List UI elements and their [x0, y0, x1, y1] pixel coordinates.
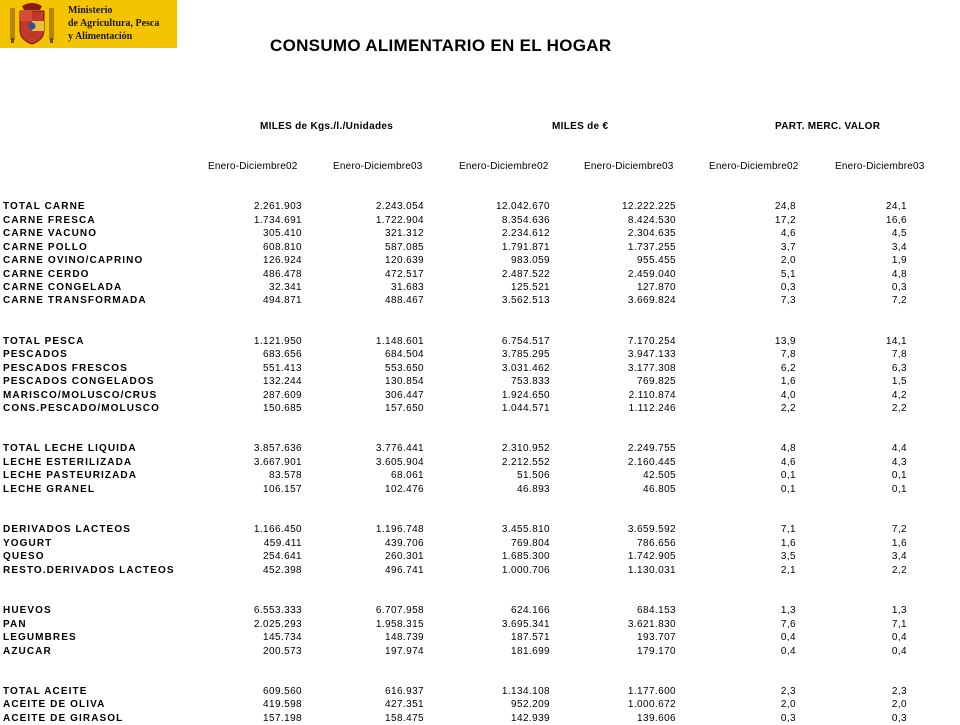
ministry-line: Ministerio: [68, 5, 113, 16]
row-value: 0,3: [891, 282, 907, 293]
row-value: 7,2: [891, 524, 907, 535]
row-value: 193.707: [637, 632, 676, 643]
row-value: 24,1: [885, 201, 907, 212]
table-row: [0, 469, 960, 482]
row-value: 683.656: [263, 349, 302, 360]
row-value: 419.598: [263, 699, 302, 710]
row-value: 439.706: [385, 538, 424, 549]
row-value: 4,8: [780, 443, 796, 454]
row-label: PESCADOS: [3, 349, 68, 360]
row-label: TOTAL PESCA: [3, 336, 85, 347]
row-label: HUEVOS: [3, 605, 52, 616]
row-value: 2.212.552: [501, 457, 550, 468]
row-value: 68.061: [391, 470, 424, 481]
row-value: 1.121.950: [253, 336, 302, 347]
row-value: 4,6: [780, 457, 796, 468]
row-value: 1.112.246: [628, 403, 676, 414]
ministry-logo: [0, 0, 177, 48]
row-value: 12.222.225: [621, 201, 676, 212]
row-value: 2.249.755: [627, 443, 676, 454]
row-value: 3.785.295: [501, 349, 550, 360]
row-value: 1.734.691: [253, 215, 302, 226]
row-value: 24,8: [774, 201, 796, 212]
row-value: 4,0: [780, 390, 796, 401]
table-row: [0, 618, 960, 631]
row-value: 2,0: [780, 699, 796, 710]
row-value: 7,8: [891, 349, 907, 360]
row-value: 3,4: [891, 551, 907, 562]
row-value: 158.475: [385, 713, 424, 724]
row-value: 127.870: [637, 282, 676, 293]
row-value: 2,3: [780, 686, 796, 697]
row-value: 0,3: [780, 282, 796, 293]
row-value: 305.410: [263, 228, 302, 239]
row-value: 486.478: [263, 269, 302, 280]
row-value: 3.621.830: [627, 619, 676, 630]
table-row: [0, 268, 960, 281]
row-value: 51.506: [517, 470, 550, 481]
table-row: [0, 362, 960, 375]
row-value: 786.656: [637, 538, 676, 549]
row-value: 1.148.601: [375, 336, 424, 347]
row-value: 0,4: [780, 646, 796, 657]
row-value: 2.261.903: [253, 201, 302, 212]
table-row: [0, 227, 960, 240]
row-value: 150.685: [263, 403, 302, 414]
row-value: 2.487.522: [501, 269, 550, 280]
row-value: 7,6: [780, 619, 796, 630]
table-row: [0, 335, 960, 348]
row-label: ACEITE DE OLIVA: [3, 699, 106, 710]
row-value: 452.398: [263, 565, 302, 576]
row-value: 2.234.612: [501, 228, 550, 239]
row-label: ACEITE DE GIRASOL: [3, 713, 124, 724]
row-value: 4,6: [780, 228, 796, 239]
row-value: 3,5: [780, 551, 796, 562]
row-value: 2,1: [780, 565, 796, 576]
row-value: 3.695.341: [501, 619, 550, 630]
row-value: 472.517: [385, 269, 424, 280]
period-header: Enero-Diciembre03: [333, 161, 423, 172]
row-value: 2,0: [891, 699, 907, 710]
row-value: 459.411: [263, 538, 302, 549]
row-label: TOTAL CARNE: [3, 201, 86, 212]
period-header: Enero-Diciembre02: [709, 161, 799, 172]
row-value: 142.939: [511, 713, 550, 724]
table-row: [0, 537, 960, 550]
row-value: 0,1: [891, 470, 907, 481]
row-value: 684.504: [385, 349, 424, 360]
row-label: TOTAL LECHE LIQUIDA: [3, 443, 137, 454]
row-value: 17,2: [774, 215, 796, 226]
row-value: 684.153: [637, 605, 676, 616]
row-value: 3.031.462: [501, 363, 550, 374]
row-value: 12.042.670: [495, 201, 550, 212]
row-value: 2.243.054: [375, 201, 424, 212]
row-value: 955.455: [637, 255, 676, 266]
table-row: [0, 348, 960, 361]
table-row: [0, 698, 960, 711]
row-label: CARNE FRESCA: [3, 215, 96, 226]
row-label: PESCADOS CONGELADOS: [3, 376, 155, 387]
row-value: 260.301: [385, 551, 424, 562]
row-label: QUESO: [3, 551, 45, 562]
row-value: 3.605.904: [375, 457, 424, 468]
period-header: Enero-Diciembre03: [835, 161, 925, 172]
row-value: 3.776.441: [375, 443, 424, 454]
table-row: [0, 402, 960, 415]
row-value: 306.447: [385, 390, 424, 401]
table-row: [0, 456, 960, 469]
row-label: LECHE PASTEURIZADA: [3, 470, 138, 481]
row-value: 1,6: [891, 538, 907, 549]
row-value: 1,6: [780, 376, 796, 387]
row-value: 2.310.952: [501, 443, 550, 454]
table-row: [0, 483, 960, 496]
row-value: 769.825: [637, 376, 676, 387]
row-value: 6.707.958: [375, 605, 424, 616]
row-label: PESCADOS FRESCOS: [3, 363, 128, 374]
row-label: CARNE CONGELADA: [3, 282, 123, 293]
row-value: 551.413: [263, 363, 302, 374]
row-value: 8.424.530: [627, 215, 676, 226]
row-value: 2,3: [891, 686, 907, 697]
row-label: MARISCO/MOLUSCO/CRUS: [3, 390, 158, 401]
row-value: 7,1: [891, 619, 907, 630]
row-value: 4,2: [891, 390, 907, 401]
row-value: 83.578: [269, 470, 302, 481]
row-value: 46.805: [643, 484, 676, 495]
row-value: 769.804: [511, 538, 550, 549]
row-value: 3.669.824: [627, 295, 676, 306]
period-header: Enero-Diciembre03: [584, 161, 674, 172]
row-label: PAN: [3, 619, 27, 630]
table-row: [0, 685, 960, 698]
row-value: 1.177.600: [627, 686, 676, 697]
row-value: 2.160.445: [627, 457, 676, 468]
row-value: 1.742.905: [627, 551, 676, 562]
table-row: [0, 375, 960, 388]
row-label: CONS.PESCADO/MOLUSCO: [3, 403, 161, 414]
row-value: 3.857.636: [253, 443, 302, 454]
row-value: 1.924.650: [501, 390, 550, 401]
row-value: 0,4: [780, 632, 796, 643]
row-value: 139.606: [637, 713, 676, 724]
page-title: CONSUMO ALIMENTARIO EN EL HOGAR: [270, 36, 612, 55]
row-value: 3.177.308: [627, 363, 676, 374]
row-value: 1.685.300: [501, 551, 550, 562]
row-value: 4,8: [891, 269, 907, 280]
row-value: 2.459.040: [627, 269, 676, 280]
row-label: CARNE OVINO/CAPRINO: [3, 255, 144, 266]
row-value: 2.110.874: [628, 390, 676, 401]
row-value: 7.170.254: [627, 336, 676, 347]
row-value: 494.871: [263, 295, 302, 306]
row-value: 3,7: [780, 242, 796, 253]
row-value: 0,1: [891, 484, 907, 495]
row-label: TOTAL ACEITE: [3, 686, 88, 697]
row-value: 254.641: [263, 551, 302, 562]
row-value: 42.505: [643, 470, 676, 481]
group-header-value: MILES de €: [552, 121, 609, 132]
row-value: 0,3: [780, 713, 796, 724]
row-value: 608.810: [263, 242, 302, 253]
row-value: 7,1: [780, 524, 796, 535]
row-value: 179.170: [637, 646, 676, 657]
row-value: 120.639: [385, 255, 424, 266]
row-value: 6.553.333: [253, 605, 302, 616]
row-value: 488.467: [385, 295, 424, 306]
row-value: 1.134.108: [501, 686, 550, 697]
row-label: DERIVADOS LACTEOS: [3, 524, 131, 535]
row-value: 0,4: [891, 632, 907, 643]
row-value: 132.244: [263, 376, 302, 387]
row-value: 2.304.635: [627, 228, 676, 239]
table-row: [0, 442, 960, 455]
table-row: [0, 523, 960, 536]
table-row: [0, 389, 960, 402]
row-value: 3.659.592: [627, 524, 676, 535]
row-value: 32.341: [269, 282, 302, 293]
row-value: 31.683: [391, 282, 424, 293]
row-value: 102.476: [385, 484, 424, 495]
row-label: LECHE GRANEL: [3, 484, 96, 495]
row-value: 1,3: [780, 605, 796, 616]
row-value: 46.893: [517, 484, 550, 495]
row-value: 2,0: [780, 255, 796, 266]
row-value: 1,9: [891, 255, 907, 266]
row-value: 3.947.133: [627, 349, 676, 360]
row-value: 6,3: [891, 363, 907, 374]
row-value: 616.937: [385, 686, 424, 697]
row-value: 16,6: [885, 215, 907, 226]
row-value: 0,4: [891, 646, 907, 657]
row-label: CARNE POLLO: [3, 242, 88, 253]
row-value: 1,5: [891, 376, 907, 387]
table-row: [0, 281, 960, 294]
ministry-line: de Agricultura, Pesca: [68, 18, 160, 29]
table-row: [0, 604, 960, 617]
row-value: 7,8: [780, 349, 796, 360]
row-value: 1.722.904: [375, 215, 424, 226]
row-label: CARNE TRANSFORMADA: [3, 295, 147, 306]
row-value: 6,2: [780, 363, 796, 374]
row-value: 1.791.871: [501, 242, 550, 253]
table-row: [0, 241, 960, 254]
row-value: 200.573: [263, 646, 302, 657]
row-value: 1.000.672: [627, 699, 676, 710]
table-row: [0, 200, 960, 213]
row-value: 106.157: [263, 484, 302, 495]
row-value: 1.166.450: [253, 524, 302, 535]
row-value: 1.958.315: [375, 619, 424, 630]
table-row: [0, 550, 960, 563]
table-row: [0, 564, 960, 577]
row-value: 952.209: [511, 699, 550, 710]
table-row: [0, 294, 960, 307]
row-value: 427.351: [385, 699, 424, 710]
row-value: 1,3: [891, 605, 907, 616]
row-value: 496.741: [385, 565, 424, 576]
row-value: 624.166: [511, 605, 550, 616]
row-value: 1.737.255: [627, 242, 676, 253]
row-label: AZUCAR: [3, 646, 52, 657]
row-value: 1,6: [780, 538, 796, 549]
row-value: 587.085: [385, 242, 424, 253]
row-value: 157.650: [385, 403, 424, 414]
row-value: 4,4: [891, 443, 907, 454]
row-value: 7,2: [891, 295, 907, 306]
row-label: CARNE CERDO: [3, 269, 90, 280]
row-value: 553.650: [385, 363, 424, 374]
table-row: [0, 645, 960, 658]
row-value: 2,2: [891, 403, 907, 414]
table-row: [0, 712, 960, 725]
row-value: 13,9: [774, 336, 796, 347]
ministry-line: y Alimentación: [68, 31, 133, 42]
row-value: 197.974: [385, 646, 424, 657]
row-value: 0,1: [780, 484, 796, 495]
row-value: 3,4: [891, 242, 907, 253]
period-header: Enero-Diciembre02: [459, 161, 549, 172]
row-value: 2,2: [780, 403, 796, 414]
row-value: 287.609: [263, 390, 302, 401]
coat-of-arms-icon: [8, 2, 56, 46]
row-value: 3.667.901: [253, 457, 302, 468]
row-value: 4,3: [891, 457, 907, 468]
row-value: 609.560: [263, 686, 302, 697]
row-value: 14,1: [885, 336, 907, 347]
row-value: 753.833: [511, 376, 550, 387]
row-value: 1.000.706: [501, 565, 550, 576]
row-value: 321.312: [385, 228, 424, 239]
row-value: 2.025.293: [253, 619, 302, 630]
row-label: RESTO.DERIVADOS LACTEOS: [3, 565, 175, 576]
row-value: 130.854: [385, 376, 424, 387]
row-value: 1.130.031: [627, 565, 676, 576]
row-value: 3.562.513: [501, 295, 550, 306]
row-label: CARNE VACUNO: [3, 228, 98, 239]
row-value: 145.734: [263, 632, 302, 643]
row-value: 2,2: [891, 565, 907, 576]
row-value: 187.571: [511, 632, 550, 643]
row-label: LECHE ESTERILIZADA: [3, 457, 133, 468]
table-row: [0, 631, 960, 644]
row-value: 6.754.517: [501, 336, 550, 347]
table-row: [0, 214, 960, 227]
row-label: LEGUMBRES: [3, 632, 77, 643]
row-value: 157.198: [263, 713, 302, 724]
row-value: 126.924: [263, 255, 302, 266]
row-value: 0,3: [891, 713, 907, 724]
row-value: 125.521: [511, 282, 550, 293]
row-value: 4,5: [891, 228, 907, 239]
row-value: 3.455.810: [501, 524, 550, 535]
row-value: 1.196.748: [375, 524, 424, 535]
row-value: 983.059: [511, 255, 550, 266]
group-header-quantity: MILES de Kgs./l./Unidades: [260, 121, 394, 132]
row-value: 5,1: [780, 269, 796, 280]
row-value: 8.354.636: [501, 215, 550, 226]
group-header-market-share: PART. MERC. VALOR: [775, 121, 881, 132]
period-header: Enero-Diciembre02: [208, 161, 298, 172]
table-row: [0, 254, 960, 267]
row-value: 181.699: [511, 646, 550, 657]
row-value: 0,1: [780, 470, 796, 481]
row-value: 7,3: [780, 295, 796, 306]
row-value: 148.739: [385, 632, 424, 643]
row-value: 1.044.571: [501, 403, 550, 414]
row-label: YOGURT: [3, 538, 53, 549]
ministry-name: [68, 4, 178, 43]
